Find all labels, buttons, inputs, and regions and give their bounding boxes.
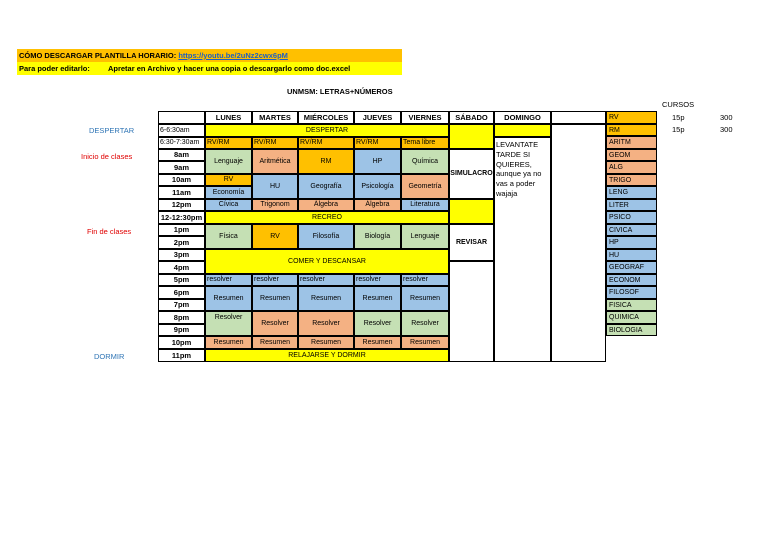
cell-geometria: Geometría (401, 174, 449, 199)
cell-resumen: Resumen (298, 336, 354, 349)
cell-algebra: Álgebra (298, 199, 354, 211)
day-header: SÁBADO (449, 111, 494, 124)
cell-literatura: Literatura (401, 199, 449, 211)
cell-resumen: Resumen (401, 336, 449, 349)
time-cell: 10pm (158, 336, 205, 349)
cell-resumen: Resumen (252, 336, 298, 349)
domingo-note: LEVANTATE TARDE SI QUIERES, aunque ya no vas a poder wajaja (494, 137, 551, 362)
cell-resolver: Resolver (354, 311, 401, 336)
curso-item: HU (606, 249, 657, 262)
time-cell: 6pm (158, 286, 205, 299)
time-cell: 11am (158, 186, 205, 199)
cell-resolver: resolver (354, 274, 401, 286)
edit-label: Para poder editarlo: (19, 64, 90, 73)
page-title: UNMSM: LETRAS+NÚMEROS (287, 87, 393, 96)
cell-resolver: Resolver (252, 311, 298, 336)
side-label-inicio: Inicio de clases (81, 152, 133, 161)
block-despertar: DESPERTAR (205, 124, 449, 137)
cell-resolver: resolver (205, 274, 252, 286)
time-cell: 12-12:30pm (158, 211, 205, 224)
time-cell: 9am (158, 161, 205, 174)
day-header: MARTES (252, 111, 298, 124)
cell-rvrm: RV/RM (252, 137, 298, 149)
curso-item: RV (606, 111, 657, 124)
curso-item: BIOLOGIA (606, 324, 657, 337)
cell-rv: RV (205, 174, 252, 186)
edit-text: Apretar en Archivo y hacer una copia o descargarlo como doc.excel (107, 64, 351, 73)
cell-rvrm: RV/RM (205, 137, 252, 149)
curso-item: GEOM (606, 149, 657, 162)
time-cell: 12pm (158, 199, 205, 211)
cell-resumen: Resumen (401, 286, 449, 311)
cell-algebra: Álgebra (354, 199, 401, 211)
cell-resolver: Resolver (401, 311, 449, 336)
curso-item: GEOGRAF (606, 261, 657, 274)
block-relajarse: RELAJARSE Y DORMIR (205, 349, 449, 362)
block-recreo: RECREO (205, 211, 449, 224)
time-cell: 5pm (158, 274, 205, 286)
cell-trigonom: Trigonom (252, 199, 298, 211)
cell-aritmetica: Aritmética (252, 149, 298, 174)
curso-item: CIVICA (606, 224, 657, 237)
curso-item: ECONOM (606, 274, 657, 287)
cell-rvrm: RV/RM (354, 137, 401, 149)
time-cell: 10am (158, 174, 205, 186)
curso-item: FILOSOF (606, 286, 657, 299)
side-label-dormir: DORMIR (94, 352, 125, 361)
curso-item: RM (606, 124, 657, 137)
cell-lenguaje: Lenguaje (205, 149, 252, 174)
curso-item: PSICO (606, 211, 657, 224)
download-link[interactable]: https://youtu.be/2uNz2cwx6pM (178, 51, 288, 60)
cell-resumen: Resumen (298, 286, 354, 311)
time-cell: 2pm (158, 236, 205, 249)
day-header: DOMINGO (494, 111, 551, 124)
block-comer: COMER Y DESCANSAR (205, 249, 449, 274)
cell-geografia: Geografía (298, 174, 354, 199)
curso-item: QUIMICA (606, 311, 657, 324)
sat-yellow-mid (449, 199, 494, 224)
cell-hu: HU (252, 174, 298, 199)
side-label-fin: Fin de clases (87, 227, 132, 236)
curso-val: 300 (720, 113, 733, 122)
cell-resumen: Resumen (205, 336, 252, 349)
curso-item: ARITM (606, 136, 657, 149)
cell-resolver: resolver (252, 274, 298, 286)
time-cell: 9pm (158, 324, 205, 336)
curso-item: HP (606, 236, 657, 249)
cursos-header: CURSOS (662, 100, 695, 109)
cell-resumen: Resumen (354, 336, 401, 349)
curso-item: ALG (606, 161, 657, 174)
cell-civica: Cívica (205, 199, 252, 211)
curso-item: LENG (606, 186, 657, 199)
header-corner (158, 111, 205, 124)
extra-column (551, 124, 606, 362)
cell-resumen: Resumen (252, 286, 298, 311)
curso-item: FISICA (606, 299, 657, 312)
extra-header (551, 111, 606, 124)
cell-resolver: resolver (298, 274, 354, 286)
side-label-despertar: DESPERTAR (89, 126, 135, 135)
cell-resolver: Resolver (205, 311, 252, 336)
download-label: CÓMO DESCARGAR PLANTILLA HORARIO: (19, 51, 177, 60)
curso-qty: 15p (672, 125, 685, 134)
cell-hp: HP (354, 149, 401, 174)
cell-fisica: Física (205, 224, 252, 249)
cell-resolver: resolver (401, 274, 449, 286)
cell-tema-libre: Tema libre (401, 137, 449, 149)
cell-psicologia: Psicología (354, 174, 401, 199)
curso-item: TRIGO (606, 174, 657, 187)
day-header: VIERNES (401, 111, 449, 124)
day-header: MIÉRCOLES (298, 111, 354, 124)
edit-banner (17, 62, 402, 75)
cell-rvrm: RV/RM (298, 137, 354, 149)
cell-economia: Economía (205, 186, 252, 199)
cell-revisar: REVISAR (449, 224, 494, 261)
cell-lenguaje: Lenguaje (401, 224, 449, 249)
curso-qty: 15p (672, 113, 685, 122)
sun-yellow-top (494, 124, 551, 137)
sat-empty (449, 261, 494, 362)
day-header: LUNES (205, 111, 252, 124)
time-cell: 8am (158, 149, 205, 161)
time-cell: 3pm (158, 249, 205, 261)
cell-biologia: Biología (354, 224, 401, 249)
time-cell: 1pm (158, 224, 205, 236)
cell-rm: RM (298, 149, 354, 174)
curso-val: 300 (720, 125, 733, 134)
time-cell: 8pm (158, 311, 205, 324)
time-cell: 6-6:30am (158, 124, 205, 137)
sat-yellow-top (449, 124, 494, 149)
time-cell: 7pm (158, 299, 205, 311)
day-header: JUEVES (354, 111, 401, 124)
cell-resumen: Resumen (354, 286, 401, 311)
curso-item: LITER (606, 199, 657, 212)
cell-resolver: Resolver (298, 311, 354, 336)
cell-rv: RV (252, 224, 298, 249)
cell-resumen: Resumen (205, 286, 252, 311)
cell-simulacro: SIMULACRO (449, 149, 494, 199)
time-cell: 6:30-7:30am (158, 137, 205, 149)
download-banner (17, 49, 402, 62)
cell-filosofia: Filosofía (298, 224, 354, 249)
cell-quimica: Química (401, 149, 449, 174)
time-cell: 4pm (158, 261, 205, 274)
time-cell: 11pm (158, 349, 205, 362)
